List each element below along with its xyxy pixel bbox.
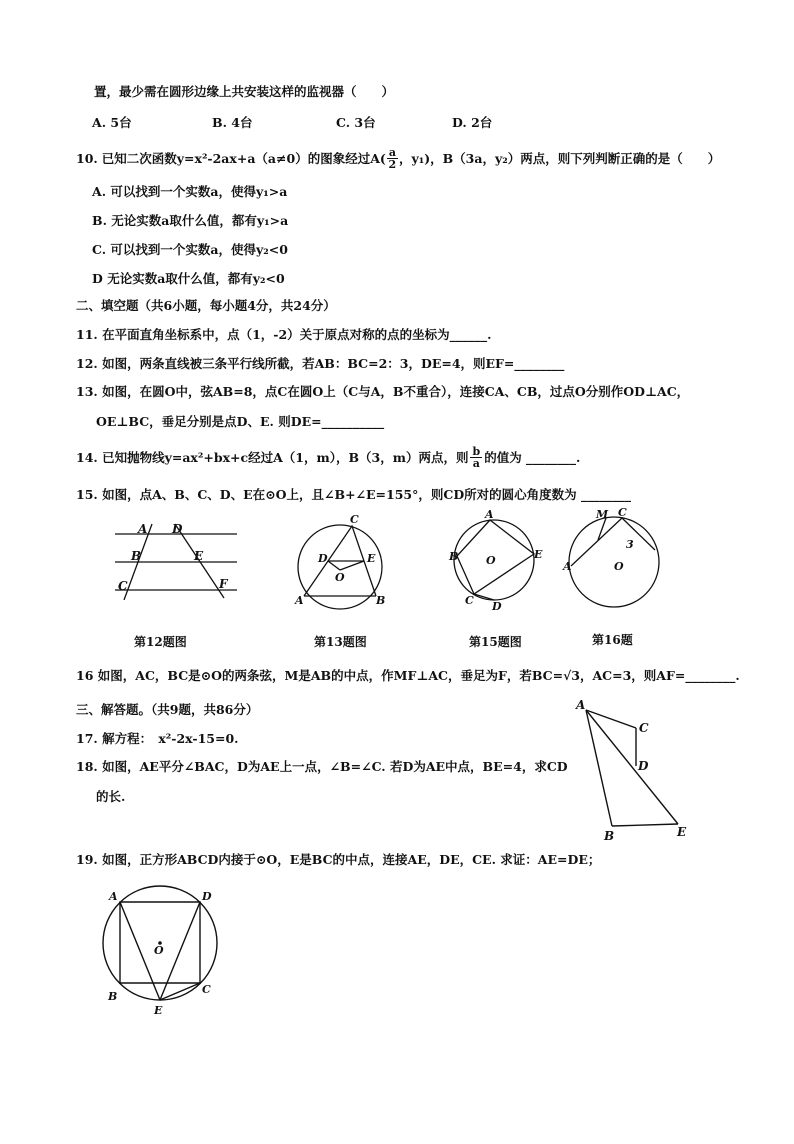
caption-fig13: 第13题图 [314,635,367,649]
q14-frac-den: a [472,457,480,470]
q10-option-c: C. 可以找到一个实数a，使得y₂<0 [92,242,288,257]
fig15-label-c: C [465,594,474,607]
fig19-label-b: B [108,990,118,1003]
fig16-chord-ac [571,518,622,566]
q10-pre: 已知二次函数y=x²-2ax+a（a≠0）的图象经过A( [101,150,386,166]
fig13-segment-oe [340,561,364,570]
q11-text: 11. 在平面直角坐标系中，点（1，-2）关于原点对称的点的坐标为______. [76,327,492,342]
fig18-segment-be [612,824,678,826]
fig19-label-e: E [154,1004,163,1017]
q13-text-line2: OE⊥BC，垂足分别是点D、E. 则DE=__________ [96,414,385,429]
q9-option-b: B. 4台 [212,115,253,130]
figure-18 [574,698,690,844]
fig18-label-d: D [638,759,649,773]
fig12-label-f: F [219,577,228,591]
fig18-label-c: C [639,721,649,735]
q16-post: ，AC=3，则AF=________. [579,668,740,683]
q14-post: 的值为 ________. [484,449,581,465]
q10-option-d: D 无论实数a取什么值，都有y₂<0 [92,271,285,286]
figure-13 [290,512,390,612]
fig12-label-a: A [138,522,148,536]
fig18-label-a: A [576,698,586,712]
q10-option-a: A. 可以找到一个实数a，使得y₁>a [92,184,288,199]
figure-15 [448,510,548,614]
fig15-label-b: B [449,550,459,563]
q18-text-line1: 18. 如图，AE平分∠BAC，D为AE上一点，∠B=∠C. 若D为AE中点，BE=4，求CD [76,759,568,774]
fig12-label-e: E [194,549,204,563]
q9-option-c: C. 3台 [336,115,376,130]
section2-heading: 二、填空题（共6小题，每小题4分，共24分） [76,298,336,313]
q16-sqrt: √3 [563,668,580,683]
fig13-segment-od [328,561,340,570]
fig15-label-d: D [492,600,502,613]
fig18-label-b: B [604,829,615,843]
fig16-label-o: O [614,560,624,573]
fig19-label-c: C [202,983,211,996]
caption-fig16: 第16题 [592,633,633,647]
q14-fraction [470,446,482,469]
figure-16 [562,506,666,612]
q10-post: ，y₁)，B（3a，y₂）两点，则下列判断正确的是（ ） [398,150,721,166]
figure-19 [96,880,226,1020]
q13-text-line1: 13. 如图，在圆O中，弦AB=8，点C在圆O上（C与A，B不重合），连接CA、CB，过点O分别作OD⊥AC， [76,384,690,399]
q9-option-a: A. 5台 [92,115,132,130]
q17-text: 17. 解方程： x²-2x-15=0. [76,731,239,746]
fig13-label-o: O [335,571,345,584]
fig12-label-c: C [118,579,128,593]
caption-fig12: 第12题图 [134,635,187,649]
fig13-label-e: E [367,552,376,565]
fig18-label-e: E [677,825,687,839]
q15-text: 15. 如图，点A、B、C、D、E在⊙O上，且∠B+∠E=155°，则CD所对的圆心角度数为 ________ [76,487,632,502]
q10-stem [76,147,720,170]
q10-number: 10. [76,150,98,166]
fig13-label-b: B [376,594,386,607]
fig16-label-m: M [596,508,609,521]
q9-option-d: D. 2台 [452,115,493,130]
caption-fig15: 第15题图 [469,635,522,649]
section3-heading: 三、解答题。（共9题，共86分） [76,702,259,717]
q16-pre: 16 如图，AC，BC是⊙O的两条弦，M是AB的中点，作MF⊥AC，垂足为F，若BC= [76,668,564,683]
fig15-label-a: A [485,510,494,521]
fig15-label-o: O [486,554,496,567]
q10-frac-den: 2 [388,158,397,171]
q16-text [76,668,740,684]
fig16-label-3: 3 [626,538,634,551]
q14-text [76,446,580,469]
fig16-label-c: C [618,506,627,519]
q19-text: 19. 如图，正方形ABCD内接于⊙O，E是BC的中点，连接AE，DE，CE. 求证：AE=DE； [76,852,601,867]
q14-frac-num: b [472,445,481,458]
fig13-label-a: A [295,594,304,607]
q10-fraction [387,147,398,170]
q14-pre: 14. 已知抛物线y=ax²+bx+c经过A（1，m），B（3，m）两点，则 [76,449,469,465]
q10-option-b: B. 无论实数a取什么值，都有y₁>a [92,213,289,228]
figure-12 [112,520,242,600]
q18-text-line2: 的长. [96,789,126,804]
q12-text: 12. 如图，两条直线被三条平行线所截，若AB：BC=2：3，DE=4，则EF=________ [76,356,565,371]
fig13-label-d: D [318,552,328,565]
q9-text: 置，最少需在圆形边缘上共安装这样的监视器（ ） [94,84,395,99]
fig18-segment-ab [586,710,612,826]
fig12-label-b: B [131,549,142,563]
fig16-label-a: A [563,560,572,573]
fig15-label-e: E [534,548,543,561]
q10-frac-num: a [388,146,396,159]
fig19-label-a: A [109,890,118,903]
fig19-label-o: O [154,944,164,957]
fig13-label-c: C [350,513,359,526]
fig19-label-d: D [202,890,212,903]
fig12-label-d: D [172,522,183,536]
